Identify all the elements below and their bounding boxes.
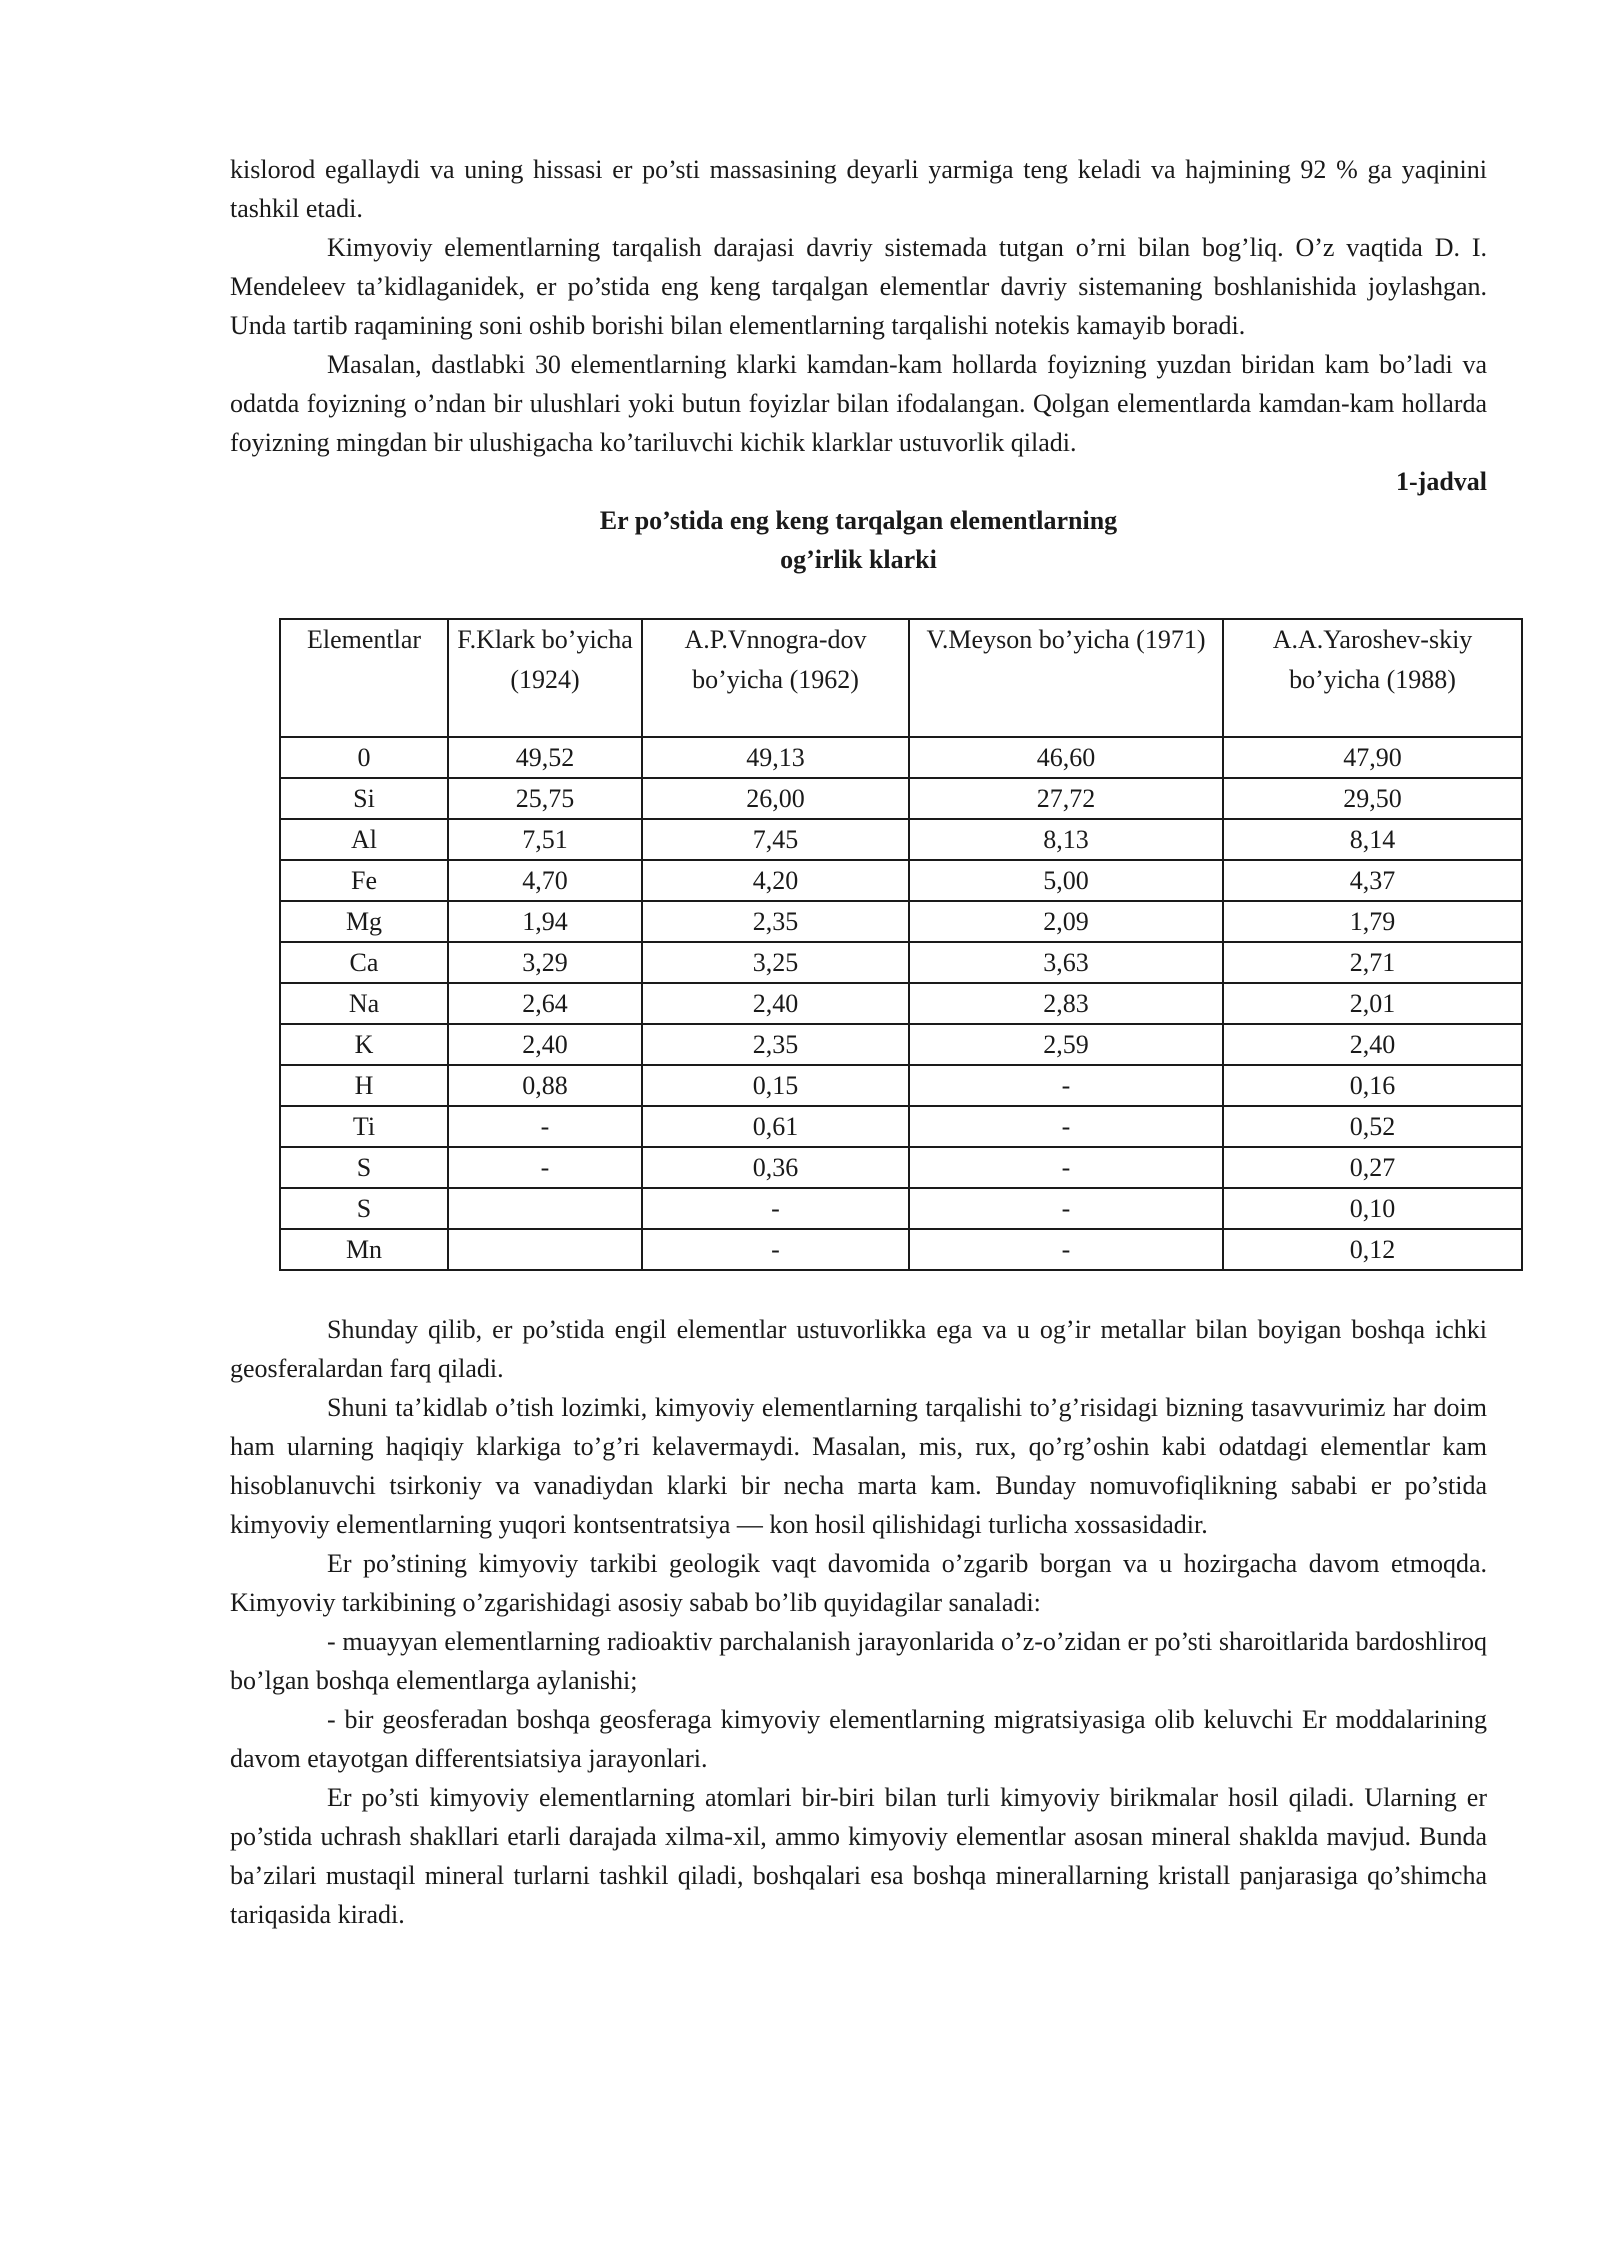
clarke-value-cell: 1,94 (448, 901, 642, 942)
header-yaroshevsky-1988: A.A.Yaroshev-skiy bo’yicha (1988) (1223, 619, 1522, 737)
clarke-value-cell: 46,60 (909, 737, 1223, 778)
clarke-value-cell: - (448, 1147, 642, 1188)
paragraph-3: Shunday qilib, er po’stida engil elementlar ustuvorlikka ega va u og’ir metallar bilan boyigan boshqa ichki geosferalardan farq qiladi. (230, 1315, 1487, 1383)
element-symbol-cell: Fe (280, 860, 448, 901)
clarke-value-cell: - (909, 1229, 1223, 1270)
table-row (280, 778, 1522, 819)
table-title-line-2: og’irlik klarki (780, 545, 937, 574)
clarke-value-cell: 2,40 (448, 1024, 642, 1065)
clarke-value-cell: - (909, 1065, 1223, 1106)
element-symbol-cell: H (280, 1065, 448, 1106)
clarke-value-cell: 2,59 (909, 1024, 1223, 1065)
closing-text (230, 1310, 1487, 1934)
clarke-value-cell: 49,13 (642, 737, 909, 778)
header-vinogradov-1962: A.P.Vnnogra-dov bo’yicha (1962) (642, 619, 909, 737)
clarke-value-cell: 2,35 (642, 901, 909, 942)
clarke-value-cell: 4,70 (448, 860, 642, 901)
clarke-value-cell: 7,51 (448, 819, 642, 860)
clarke-value-cell: - (642, 1188, 909, 1229)
clarke-value-cell: 1,79 (1223, 901, 1522, 942)
clarke-value-cell: 0,16 (1223, 1065, 1522, 1106)
table-row (280, 901, 1522, 942)
clarke-value-cell: - (448, 1106, 642, 1147)
table-row (280, 942, 1522, 983)
paragraph-7: - bir geosferadan boshqa geosferaga kimyoviy elementlarning migratsiyasiga olib keluvchi Er moddalarining davom etayotgan differentsiatsiya jarayonlari. (230, 1705, 1487, 1773)
clarke-value-cell: 0,12 (1223, 1229, 1522, 1270)
element-symbol-cell: Al (280, 819, 448, 860)
paragraph-0: kislorod egallaydi va uning hissasi er po’sti massasining deyarli yarmiga teng keladi va hajmining 92 % ga yaqinini tashkil etadi. (230, 155, 1487, 223)
clarke-value-cell: 0,52 (1223, 1106, 1522, 1147)
element-symbol-cell: Na (280, 983, 448, 1024)
clarke-value-cell: 3,63 (909, 942, 1223, 983)
clarke-value-cell: 29,50 (1223, 778, 1522, 819)
table-row (280, 737, 1522, 778)
element-symbol-cell: Si (280, 778, 448, 819)
clarke-value-cell: 0,61 (642, 1106, 909, 1147)
clarke-value-cell: 2,40 (642, 983, 909, 1024)
clarke-table (279, 618, 1523, 1271)
element-symbol-cell: Mn (280, 1229, 448, 1270)
clarke-value-cell: - (909, 1106, 1223, 1147)
clarke-value-cell: 0,15 (642, 1065, 909, 1106)
clarke-value-cell: 2,64 (448, 983, 642, 1024)
element-symbol-cell: S (280, 1147, 448, 1188)
paragraph-4: Shuni ta’kidlab o’tish lozimki, kimyoviy elementlarning tarqalishi to’g’risidagi bizning tasavvurimiz har doim ham ularning haqiqiy klarkiga to’g’ri kelavermaydi. Masalan, mis, rux, qo’rg’oshin kabi odatdagi elementlar kam hisoblanuvchi tsirkoniy va vanadiydan klarki bir necha marta kam. Bunday nomuvofiqlikning sababi er po’stida kimyoviy elementlarning yuqori kontsentratsiya — kon hosil qilishidagi turlicha xossasidadir. (230, 1393, 1487, 1539)
table-row (280, 1229, 1522, 1270)
paragraph-8: Er po’sti kimyoviy elementlarning atomlari bir-biri bilan turli kimyoviy birikmalar hosil qiladi. Ularning er po’stida uchrash shakllari etarli darajada xilma-xil, ammo kimyoviy elementlar asosan mineral shaklda mavjud. Bunda ba’zilari mustaqil mineral turlarni tashkil qiladi, boshqalari esa boshqa minerallarning kristall panjarasiga qo’shimcha tariqasida kiradi. (230, 1783, 1487, 1929)
clarke-value-cell: 8,14 (1223, 819, 1522, 860)
clarke-value-cell: 27,72 (909, 778, 1223, 819)
clarke-value-cell: 2,01 (1223, 983, 1522, 1024)
element-symbol-cell: 0 (280, 737, 448, 778)
table-title-line-1: Er po’stida eng keng tarqalgan elementlarning (599, 506, 1118, 535)
clarke-value-cell: 2,35 (642, 1024, 909, 1065)
clarke-value-cell: 2,09 (909, 901, 1223, 942)
clarke-value-cell: 0,88 (448, 1065, 642, 1106)
table-label: 1-jadval (1396, 467, 1487, 496)
document-page (230, 150, 1487, 1934)
clarke-value-cell: 47,90 (1223, 737, 1522, 778)
paragraph-2: Masalan, dastlabki 30 elementlarning klarki kamdan-kam hollarda foyizning yuzdan biridan kam bo’ladi va odatda foyizning o’ndan bir ulushlari yoki butun foyizlar bilan ifodalangan. Qolgan elementlarda kamdan-kam hollarda foyizning mingdan bir ulushigacha ko’tariluvchi kichik klarklar ustuvorlik qiladi. (230, 350, 1487, 457)
element-symbol-cell: Mg (280, 901, 448, 942)
clarke-value-cell (448, 1229, 642, 1270)
table-row (280, 860, 1522, 901)
element-symbol-cell: Ti (280, 1106, 448, 1147)
clarke-value-cell (448, 1188, 642, 1229)
clarke-value-cell: 0,36 (642, 1147, 909, 1188)
element-symbol-cell: Ca (280, 942, 448, 983)
table-row (280, 983, 1522, 1024)
clarke-value-cell: - (642, 1229, 909, 1270)
element-symbol-cell: K (280, 1024, 448, 1065)
clarke-value-cell: 0,27 (1223, 1147, 1522, 1188)
clarke-value-cell: 5,00 (909, 860, 1223, 901)
table-row (280, 1188, 1522, 1229)
table-row (280, 819, 1522, 860)
header-clarke-1924: F.Klark bo’yicha (1924) (448, 619, 642, 737)
paragraph-1: Kimyoviy elementlarning tarqalish darajasi davriy sistemada tutgan o’rni bilan bog’liq. O’z vaqtida D. I. Mendeleev ta’kidlaganidek, er po’stida eng keng tarqalgan elementlar davriy sistemaning boshlanishida joylashgan. Unda tartib raqamining soni oshib borishi bilan elementlarning tarqalishi notekis kamayib boradi. (230, 233, 1487, 340)
table-row (280, 1065, 1522, 1106)
table-body (280, 737, 1522, 1270)
element-symbol-cell: S (280, 1188, 448, 1229)
clarke-value-cell: - (909, 1188, 1223, 1229)
paragraph-6: - muayyan elementlarning radioaktiv parchalanish jarayonlarida o’z-o’zidan er po’sti sharoitlarida bardoshliroq bo’lgan boshqa elementlarga aylanishi; (230, 1627, 1487, 1695)
clarke-value-cell: 0,10 (1223, 1188, 1522, 1229)
clarke-value-cell: 8,13 (909, 819, 1223, 860)
clarke-table-wrapper (279, 618, 1521, 1271)
clarke-value-cell: 4,37 (1223, 860, 1522, 901)
clarke-value-cell: - (909, 1147, 1223, 1188)
clarke-value-cell: 25,75 (448, 778, 642, 819)
table-row (280, 1147, 1522, 1188)
clarke-value-cell: 7,45 (642, 819, 909, 860)
clarke-value-cell: 3,25 (642, 942, 909, 983)
table-header-row (280, 619, 1522, 737)
clarke-value-cell: 2,71 (1223, 942, 1522, 983)
intro-text (230, 150, 1487, 462)
clarke-value-cell: 2,40 (1223, 1024, 1522, 1065)
header-elements: Elementlar (280, 619, 448, 737)
header-mason-1971: V.Meyson bo’yicha (1971) (909, 619, 1223, 737)
table-row (280, 1024, 1522, 1065)
clarke-value-cell: 49,52 (448, 737, 642, 778)
table-row (280, 1106, 1522, 1147)
clarke-value-cell: 3,29 (448, 942, 642, 983)
paragraph-5: Er po’stining kimyoviy tarkibi geologik vaqt davomida o’zgarib borgan va u hozirgacha davom etmoqda. Kimyoviy tarkibining o’zgarishidagi asosiy sabab bo’lib quyidagilar sanaladi: (230, 1549, 1487, 1617)
clarke-value-cell: 26,00 (642, 778, 909, 819)
clarke-value-cell: 4,20 (642, 860, 909, 901)
clarke-value-cell: 2,83 (909, 983, 1223, 1024)
